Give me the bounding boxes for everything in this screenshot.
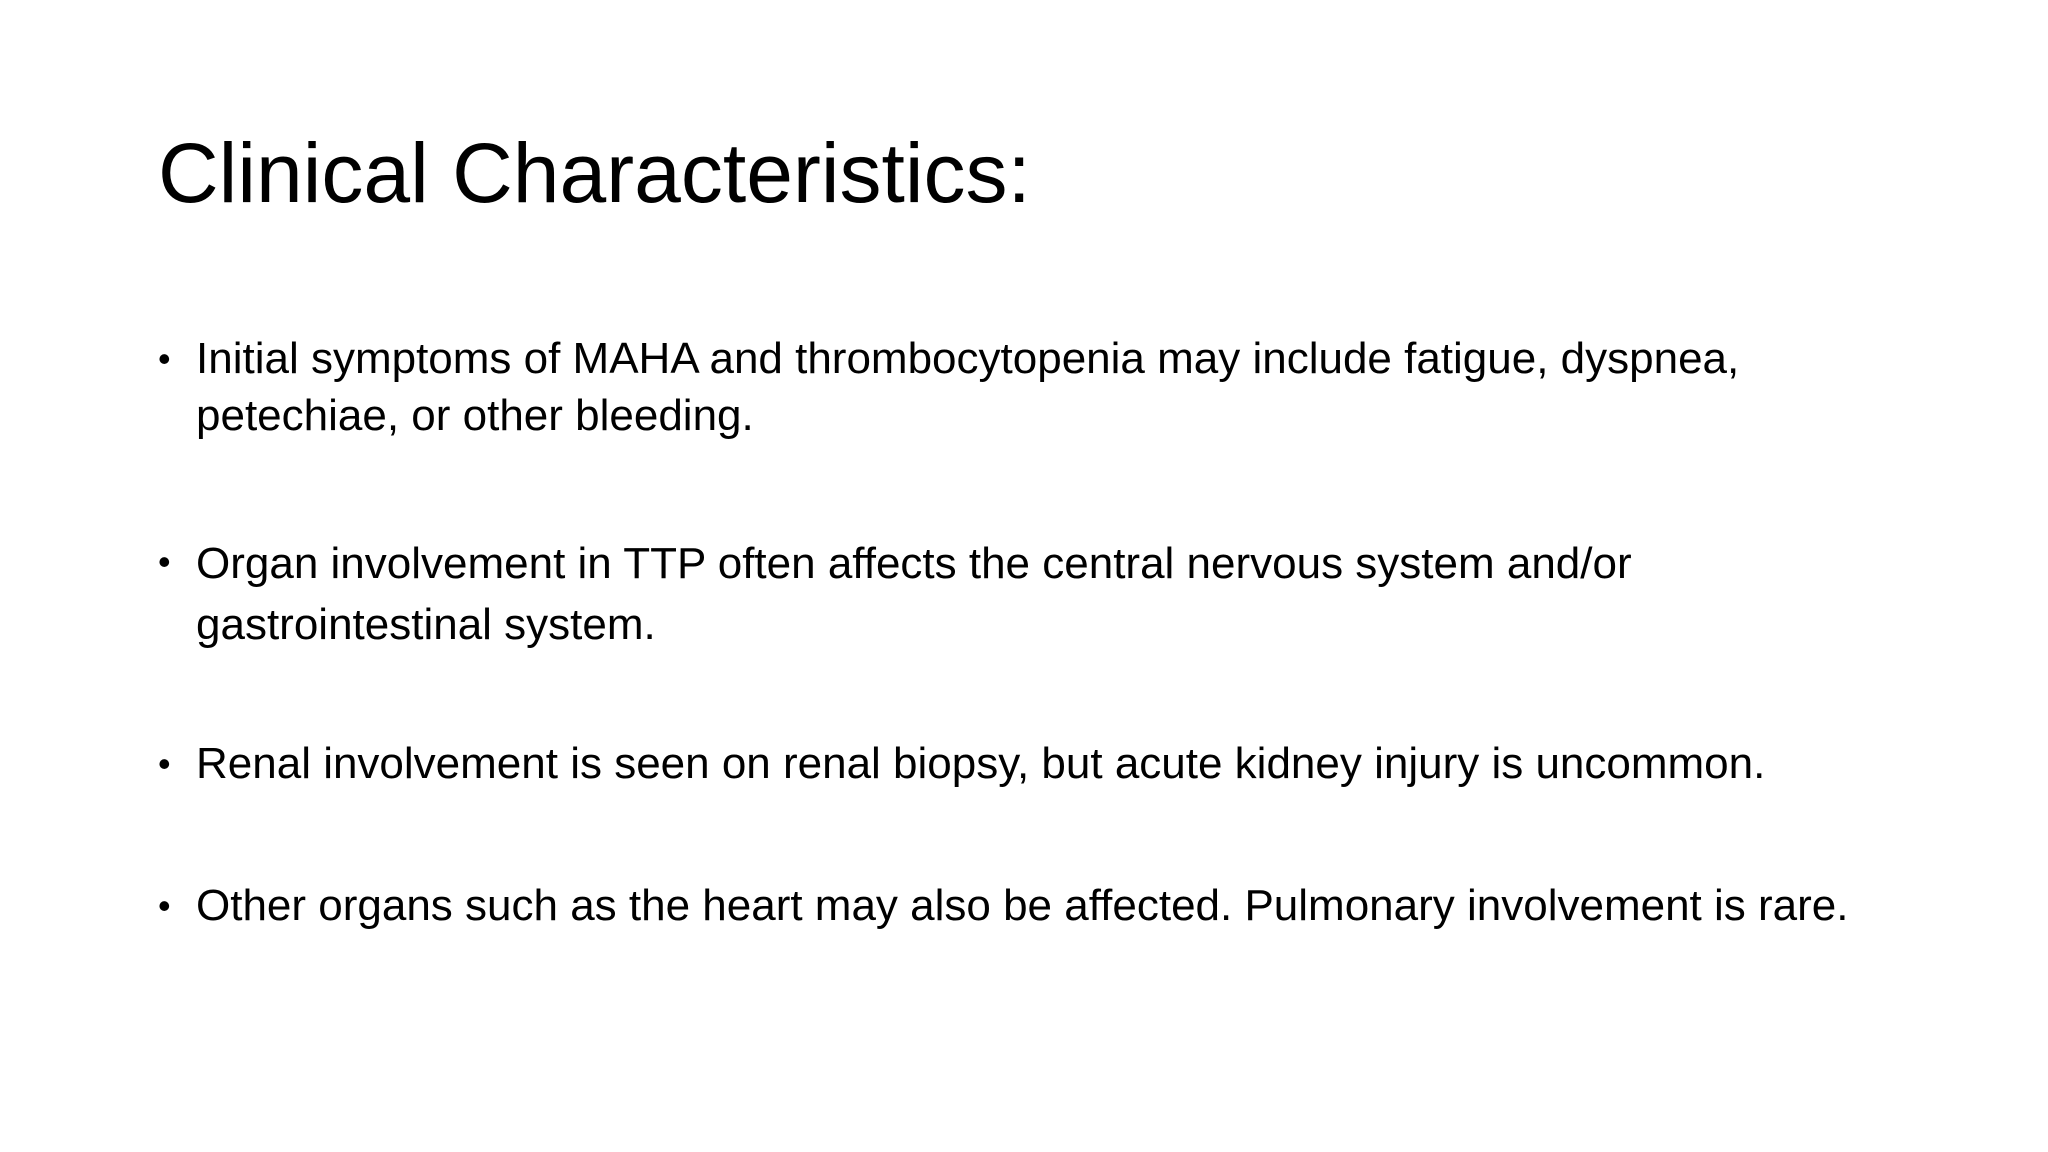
bullet-text: Renal involvement is seen on renal biopsy, but acute kidney injury is uncommon. — [196, 739, 1766, 788]
bullet-text: Initial symptoms of MAHA and thrombocytopenia may include fatigue, dyspnea, petechiae, or other bleeding. — [196, 334, 1740, 440]
bullet-list — [158, 330, 1918, 934]
bullet-icon: • — [158, 541, 171, 582]
bullet-icon: • — [158, 338, 171, 379]
bullet-item — [158, 877, 1918, 934]
bullet-item — [158, 330, 1918, 444]
bullet-text: Organ involvement in TTP often affects the central nervous system and/or gastrointestinal system. — [196, 539, 1632, 649]
bullet-icon: • — [158, 743, 171, 784]
bullet-icon: • — [158, 885, 171, 926]
slide-title: Clinical Characteristics: — [158, 126, 1031, 220]
bullet-item — [158, 533, 1918, 655]
bullet-item — [158, 735, 1918, 792]
bullet-text: Other organs such as the heart may also be affected. Pulmonary involvement is rare. — [196, 881, 1849, 930]
